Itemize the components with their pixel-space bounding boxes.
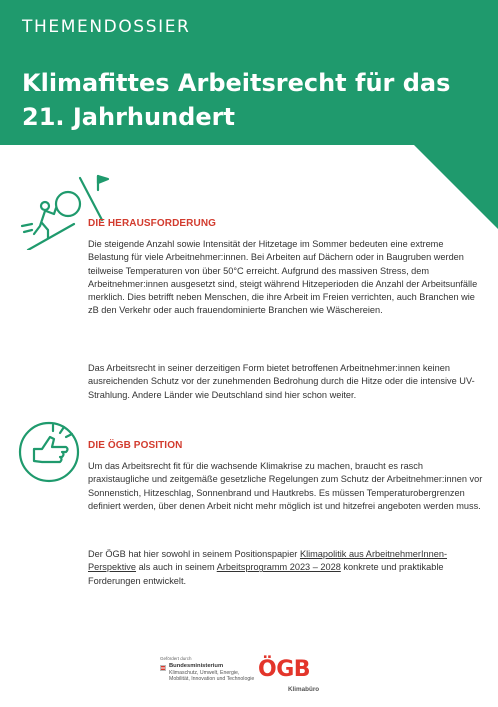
work-programme-link[interactable]: Arbeitsprogramm 2023 – 2028 <box>216 562 341 573</box>
section-heading-position: DIE ÖGB POSITION <box>88 440 183 451</box>
ministry-department: Klimaschutz, Umwelt, Energie, Mobilität, Innovation und Technologie <box>169 670 255 683</box>
closing-text-3: konkrete und praktikable Forderungen entwickelt. <box>88 562 444 586</box>
position-paragraph-1: Um das Arbeitsrecht fit für die wachsende Klimakrise zu machen, braucht es rasch praxistaugliche und zeitgemäße gesetzliche Regelungen zum Schutz der Arbeitnehmer:innen vor Sonnenstich, Hitzeschlag, Sonnenbrand und Hautkrebs. Es müssen Temperaturobergrenzen definiert werden, über denen Arbeit nicht mehr möglich ist und hitzefrei angeboten werden muss. <box>88 461 483 511</box>
pointing-hand-icon <box>18 421 80 483</box>
document-title: Klimafittes Arbeitsrecht für das 21. Jahrhundert <box>22 69 451 131</box>
challenge-paragraph-1: Die steigende Anzahl sowie Intensität der Hitzetage im Sommer bedeuten eine extreme Belastung für viele Arbeitnehmer:innen. Bei Arbeiten auf Dächern oder in Baugruben werden teilweise Temperaturen von über 50°C erreicht. Aufgrund des massiven Stress, dem Arbeitnehmer:innen ausgesetzt sind, steigt während Hitzeperioden die Anzahl der Arbeitsunfälle merklich. Dies betrifft neben Menschen, die ihre Arbeit im Freien verrichten, auch Branchen wie zB den Verkehr oder auch frauendominierte Branchen wie Wäschereien. <box>88 239 478 316</box>
section-heading-challenge: DIE HERAUSFORDERUNG <box>88 218 217 229</box>
closing-text-1: Der ÖGB hat hier sowohl in seinem Positionspapier <box>88 549 300 559</box>
funded-by-label: Gefördert durch <box>160 656 192 661</box>
challenge-paragraph-2: Das Arbeitsrecht in seiner derzeitigen Form bietet betroffenen Arbeitnehmer:innen keinen ausreichenden Schutz vor der zunehmenden Bedrohung durch die Hitze oder die intensive UV-Strahlung. Andere Länder wie Deutschland sind hier schon weiter. <box>88 363 475 400</box>
ogb-logo: ÖGB <box>258 657 311 682</box>
closing-text-2: als auch in seinem <box>136 562 217 573</box>
document-kicker: THEMENDOSSIER <box>22 17 191 37</box>
position-closing-paragraph <box>88 548 483 588</box>
ogb-logo-subtitle: Klimabüro <box>288 686 320 693</box>
ministry-name: Bundesministerium <box>169 663 224 669</box>
position-paper-link[interactable]: Klimapolitik aus ArbeitnehmerInnen-Perspektive <box>88 549 448 573</box>
header-banner <box>0 0 498 145</box>
austria-flag-icon <box>160 665 166 671</box>
corner-triangle-decoration <box>414 145 498 229</box>
